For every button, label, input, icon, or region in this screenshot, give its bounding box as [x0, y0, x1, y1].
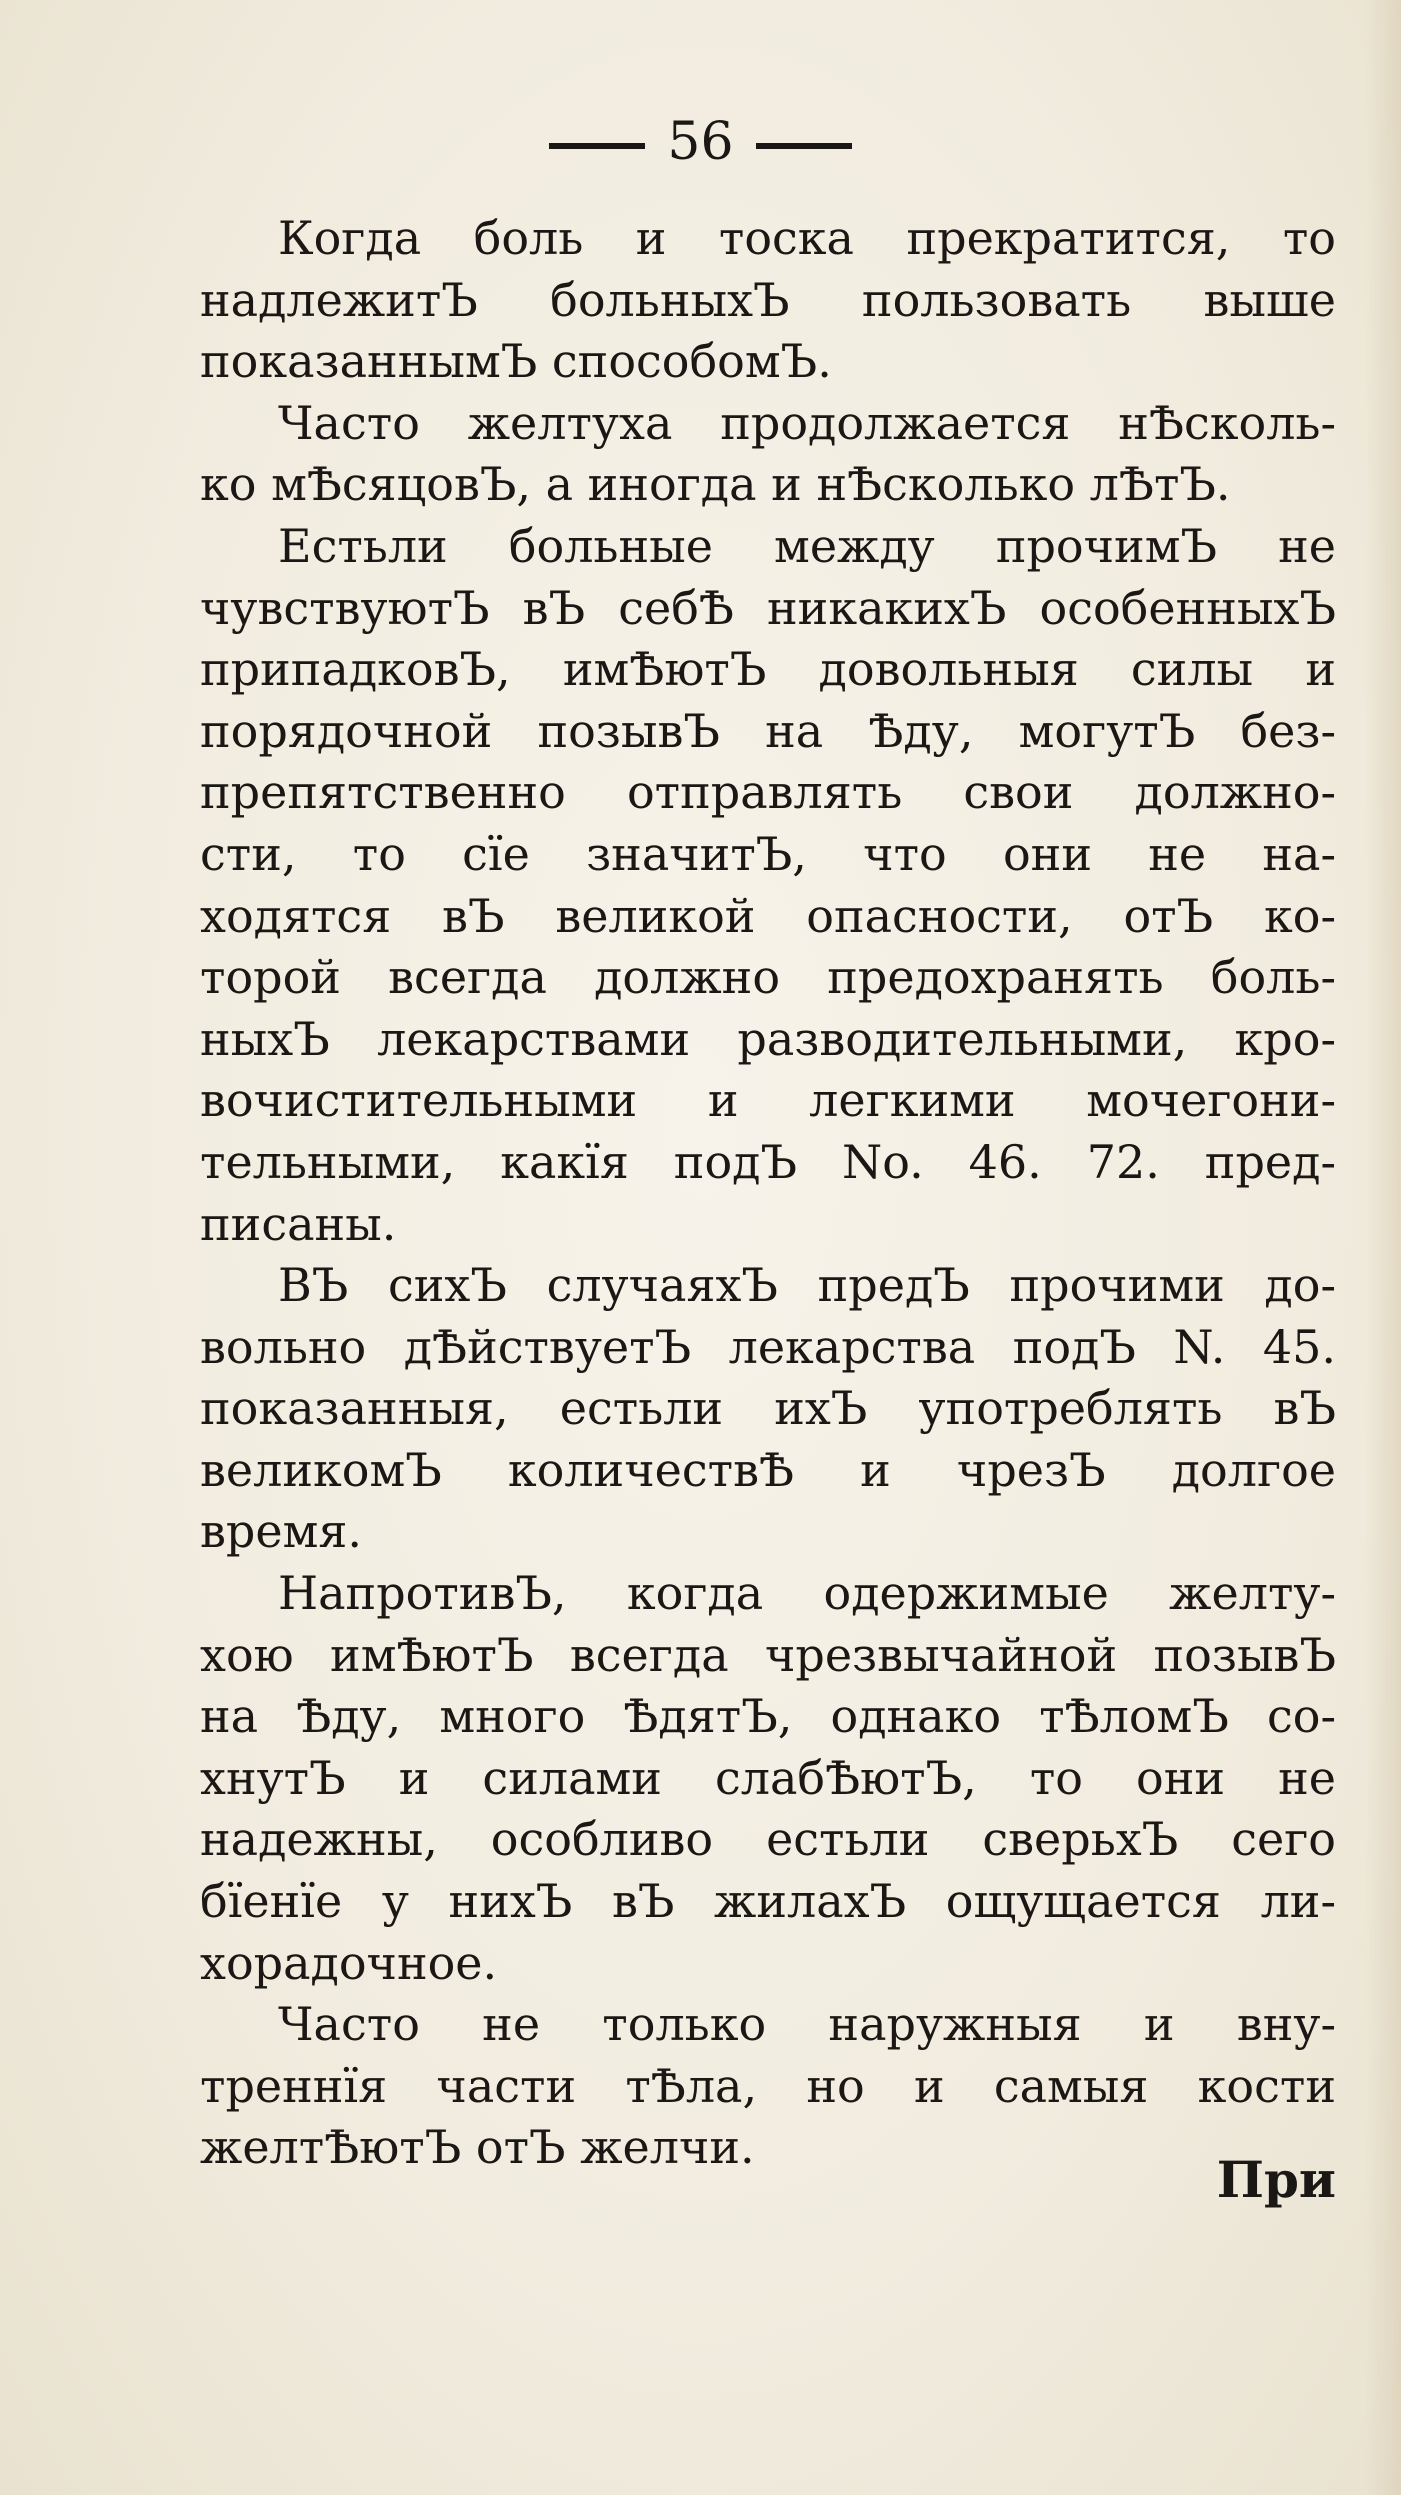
catchword: При	[1216, 2150, 1336, 2209]
text-line: ходятся вЪ великой опасности, отЪ ко-	[200, 888, 1336, 943]
page-body-text	[200, 208, 1336, 2179]
text-line: хорадочное.	[200, 1935, 498, 1990]
text-line: показаннымЪ способомЪ.	[200, 334, 832, 389]
paragraph	[200, 1563, 1336, 1994]
text-line: великомЪ количествѢ и чрезЪ долгое	[200, 1442, 1336, 1497]
text-line: Естьли больные между прочимЪ не	[278, 518, 1336, 573]
paragraph	[200, 1255, 1336, 1563]
text-line: показанныя, естьли ихЪ употреблять вЪ	[200, 1381, 1336, 1436]
text-line: Часто желтуха продолжается нѢсколь-	[278, 395, 1336, 450]
text-line: на Ѣду, много ѢдятЪ, однако тѢломЪ со-	[200, 1689, 1336, 1744]
page-header	[0, 112, 1401, 172]
text-line: надлежитЪ больныхЪ пользовать выше	[200, 272, 1336, 327]
text-line: ВЪ сихЪ случаяхЪ предЪ прочими до-	[278, 1258, 1336, 1313]
text-line: вольно дѢйствуетЪ лекарства подЪ N. 45.	[200, 1319, 1336, 1374]
text-line: ко мѢсяцовЪ, а иногда и нѢсколько лѢтЪ.	[200, 457, 1231, 512]
text-line: порядочной позывЪ на Ѣду, могутЪ без-	[200, 703, 1336, 758]
text-line: время.	[200, 1504, 362, 1559]
text-line: хнутЪ и силами слабѢютЪ, то они не	[200, 1750, 1336, 1805]
text-line: бїенїе у нихЪ вЪ жилахЪ ощущается ли-	[200, 1874, 1336, 1929]
text-line: НапротивЪ, когда одержимые желту-	[278, 1566, 1336, 1621]
text-line: сти, то сїе значитЪ, что они не на-	[200, 826, 1336, 881]
page-edge-shadow	[1365, 0, 1401, 2495]
text-line: треннїя части тѢла, но и самыя кости	[200, 2058, 1336, 2113]
paragraph	[200, 393, 1336, 516]
text-line: тельными, какїя подЪ No. 46. 72. пред-	[200, 1134, 1336, 1189]
text-line: вочистительными и легкими мочегони-	[200, 1073, 1336, 1128]
header-dash-right	[756, 143, 852, 149]
text-line: торой всегда должно предохранять боль-	[200, 950, 1336, 1005]
text-line: хою имѢютЪ всегда чрезвычайной позывЪ	[200, 1627, 1336, 1682]
text-line: желтѢютЪ отЪ желчи.	[200, 2120, 755, 2175]
page-number: 56	[667, 112, 734, 172]
text-line: ныхЪ лекарствами разводительными, кро-	[200, 1011, 1336, 1066]
text-line: Когда боль и тоска прекратится, то	[278, 211, 1336, 265]
paragraph	[200, 1994, 1336, 2179]
paragraph	[200, 516, 1336, 1255]
paragraph	[200, 208, 1336, 393]
text-line: чувствуютЪ вЪ себѢ никакихЪ особенныхЪ	[200, 580, 1336, 635]
text-line: Часто не только наружныя и вну-	[278, 1997, 1336, 2052]
header-dash-left	[549, 143, 645, 149]
text-line: припадковЪ, имѢютЪ довольныя силы и	[200, 642, 1336, 697]
text-line: препятственно отправлять свои должно-	[200, 765, 1336, 820]
text-line: надежны, особливо естьли сверьхЪ сего	[200, 1812, 1336, 1867]
text-line: писаны.	[200, 1196, 397, 1251]
